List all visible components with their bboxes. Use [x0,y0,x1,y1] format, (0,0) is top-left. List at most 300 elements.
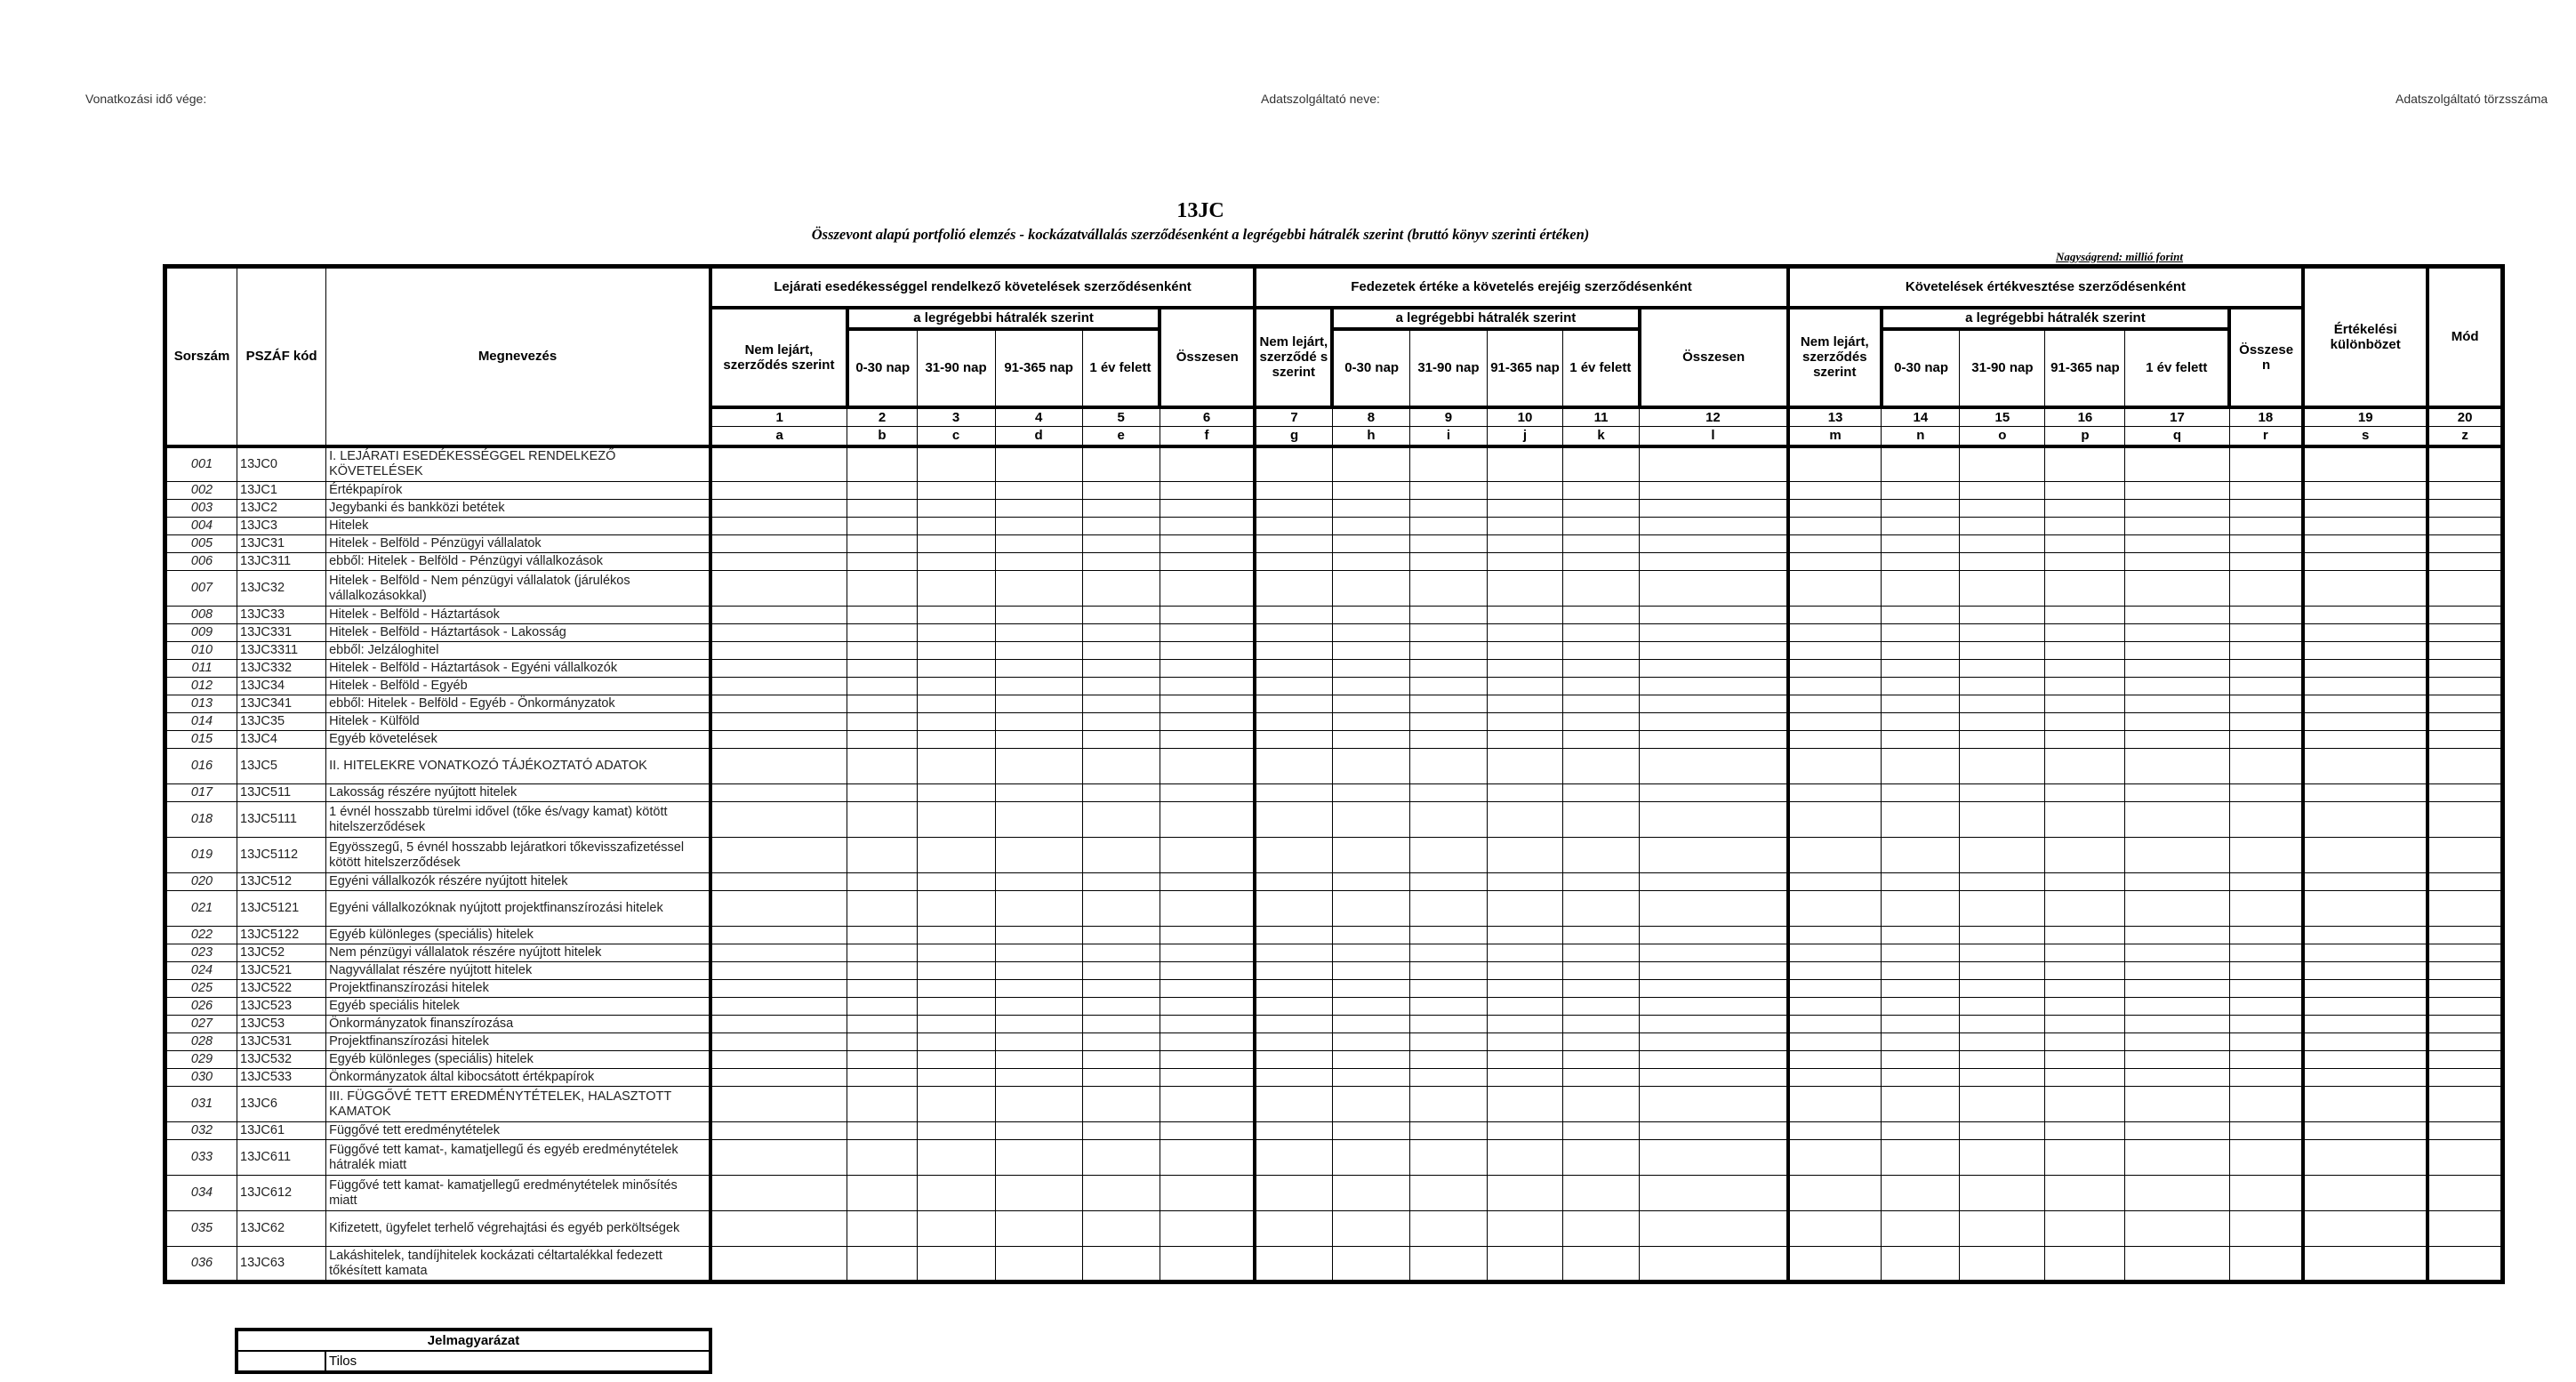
value-cell[interactable] [710,1033,847,1051]
value-cell[interactable] [2125,802,2229,838]
value-cell[interactable] [710,944,847,962]
value-cell[interactable] [1882,535,1960,553]
value-cell[interactable] [1332,1069,1409,1087]
value-cell[interactable] [1255,1016,1332,1033]
value-cell[interactable] [2303,1122,2428,1140]
value-cell[interactable] [1487,518,1562,535]
value-cell[interactable] [1640,1051,1788,1069]
value-cell[interactable] [2045,749,2125,784]
value-cell[interactable] [1960,802,2045,838]
value-cell[interactable] [995,1247,1082,1282]
value-cell[interactable] [847,1087,917,1122]
value-cell[interactable] [1960,1051,2045,1069]
value-cell[interactable] [1160,1016,1255,1033]
value-cell[interactable] [1788,1069,1882,1087]
value-cell[interactable] [1409,784,1487,802]
value-cell[interactable] [2229,731,2303,749]
value-cell[interactable] [1563,1033,1640,1051]
value-cell[interactable] [2045,944,2125,962]
value-cell[interactable] [847,553,917,571]
value-cell[interactable] [2045,873,2125,891]
value-cell[interactable] [1487,980,1562,998]
value-cell[interactable] [1788,802,1882,838]
value-cell[interactable] [917,518,995,535]
value-cell[interactable] [847,571,917,607]
value-cell[interactable] [917,713,995,731]
value-cell[interactable] [1409,891,1487,927]
value-cell[interactable] [1640,1211,1788,1247]
value-cell[interactable] [1563,500,1640,518]
value-cell[interactable] [2125,731,2229,749]
value-cell[interactable] [1640,731,1788,749]
value-cell[interactable] [710,838,847,873]
value-cell[interactable] [1409,1140,1487,1176]
value-cell[interactable] [1409,980,1487,998]
value-cell[interactable] [1640,1016,1788,1033]
value-cell[interactable] [1882,731,1960,749]
value-cell[interactable] [710,731,847,749]
value-cell[interactable] [1332,731,1409,749]
value-cell[interactable] [1487,553,1562,571]
value-cell[interactable] [2229,1211,2303,1247]
value-cell[interactable] [2303,678,2428,695]
value-cell[interactable] [710,518,847,535]
value-cell[interactable] [1409,1211,1487,1247]
value-cell[interactable] [1640,660,1788,678]
value-cell[interactable] [2045,1140,2125,1176]
value-cell[interactable] [2125,607,2229,624]
value-cell[interactable] [2125,624,2229,642]
value-cell[interactable] [995,1140,1082,1176]
value-cell[interactable] [917,980,995,998]
value-cell[interactable] [1563,927,1640,944]
value-cell[interactable] [1409,1069,1487,1087]
value-cell[interactable] [1640,713,1788,731]
value-cell[interactable] [710,678,847,695]
value-cell[interactable] [2303,535,2428,553]
value-cell[interactable] [1640,1033,1788,1051]
value-cell[interactable] [1082,642,1160,660]
value-cell[interactable] [1160,1140,1255,1176]
value-cell[interactable] [710,1211,847,1247]
value-cell[interactable] [995,944,1082,962]
value-cell[interactable] [1255,749,1332,784]
value-cell[interactable] [917,1176,995,1211]
value-cell[interactable] [710,660,847,678]
value-cell[interactable] [1563,482,1640,500]
value-cell[interactable] [1160,446,1255,482]
value-cell[interactable] [1255,624,1332,642]
value-cell[interactable] [2045,1176,2125,1211]
value-cell[interactable] [1788,731,1882,749]
value-cell[interactable] [2428,891,2502,927]
value-cell[interactable] [2303,784,2428,802]
value-cell[interactable] [847,998,917,1016]
value-cell[interactable] [1882,873,1960,891]
value-cell[interactable] [1332,1176,1409,1211]
value-cell[interactable] [995,980,1082,998]
value-cell[interactable] [1640,1122,1788,1140]
value-cell[interactable] [2229,891,2303,927]
value-cell[interactable] [995,482,1082,500]
value-cell[interactable] [2125,891,2229,927]
value-cell[interactable] [1082,802,1160,838]
value-cell[interactable] [847,607,917,624]
value-cell[interactable] [917,944,995,962]
value-cell[interactable] [1255,482,1332,500]
value-cell[interactable] [2125,446,2229,482]
value-cell[interactable] [995,1016,1082,1033]
value-cell[interactable] [2229,1087,2303,1122]
value-cell[interactable] [1082,873,1160,891]
value-cell[interactable] [1409,998,1487,1016]
value-cell[interactable] [2125,678,2229,695]
value-cell[interactable] [1788,927,1882,944]
value-cell[interactable] [847,695,917,713]
value-cell[interactable] [710,873,847,891]
value-cell[interactable] [1960,1122,2045,1140]
value-cell[interactable] [1332,446,1409,482]
value-cell[interactable] [1788,1211,1882,1247]
value-cell[interactable] [1409,944,1487,962]
value-cell[interactable] [1255,553,1332,571]
value-cell[interactable] [2125,1033,2229,1051]
value-cell[interactable] [1082,1247,1160,1282]
value-cell[interactable] [1563,891,1640,927]
value-cell[interactable] [2229,624,2303,642]
value-cell[interactable] [995,873,1082,891]
value-cell[interactable] [995,1087,1082,1122]
value-cell[interactable] [1255,980,1332,998]
value-cell[interactable] [1882,482,1960,500]
value-cell[interactable] [1409,1176,1487,1211]
value-cell[interactable] [917,1016,995,1033]
value-cell[interactable] [1160,1176,1255,1211]
value-cell[interactable] [2428,1051,2502,1069]
value-cell[interactable] [917,660,995,678]
value-cell[interactable] [1960,1033,2045,1051]
value-cell[interactable] [1640,607,1788,624]
value-cell[interactable] [710,446,847,482]
value-cell[interactable] [1160,607,1255,624]
value-cell[interactable] [1487,927,1562,944]
value-cell[interactable] [1082,784,1160,802]
value-cell[interactable] [2428,553,2502,571]
value-cell[interactable] [710,1247,847,1282]
value-cell[interactable] [1255,695,1332,713]
value-cell[interactable] [1487,713,1562,731]
value-cell[interactable] [1563,695,1640,713]
value-cell[interactable] [1332,535,1409,553]
value-cell[interactable] [917,1033,995,1051]
value-cell[interactable] [1640,784,1788,802]
value-cell[interactable] [1788,1087,1882,1122]
value-cell[interactable] [1332,962,1409,980]
value-cell[interactable] [1960,624,2045,642]
value-cell[interactable] [1788,1051,1882,1069]
value-cell[interactable] [1563,1211,1640,1247]
value-cell[interactable] [1487,1122,1562,1140]
value-cell[interactable] [1082,1087,1160,1122]
value-cell[interactable] [2428,980,2502,998]
value-cell[interactable] [2303,998,2428,1016]
value-cell[interactable] [2229,500,2303,518]
value-cell[interactable] [847,1051,917,1069]
value-cell[interactable] [2303,891,2428,927]
value-cell[interactable] [2428,944,2502,962]
value-cell[interactable] [2229,1247,2303,1282]
value-cell[interactable] [1640,695,1788,713]
value-cell[interactable] [1563,713,1640,731]
value-cell[interactable] [995,784,1082,802]
value-cell[interactable] [2303,873,2428,891]
value-cell[interactable] [847,891,917,927]
value-cell[interactable] [2045,1016,2125,1033]
value-cell[interactable] [710,695,847,713]
value-cell[interactable] [995,535,1082,553]
value-cell[interactable] [1255,944,1332,962]
value-cell[interactable] [1332,518,1409,535]
value-cell[interactable] [995,500,1082,518]
value-cell[interactable] [1409,749,1487,784]
value-cell[interactable] [1960,500,2045,518]
value-cell[interactable] [2428,1122,2502,1140]
value-cell[interactable] [710,980,847,998]
value-cell[interactable] [1563,873,1640,891]
value-cell[interactable] [1255,500,1332,518]
value-cell[interactable] [2125,962,2229,980]
value-cell[interactable] [995,1176,1082,1211]
value-cell[interactable] [1255,1087,1332,1122]
value-cell[interactable] [917,446,995,482]
value-cell[interactable] [1788,1122,1882,1140]
value-cell[interactable] [1487,1247,1562,1282]
value-cell[interactable] [1332,1122,1409,1140]
value-cell[interactable] [1563,678,1640,695]
value-cell[interactable] [1255,1033,1332,1051]
value-cell[interactable] [1788,642,1882,660]
value-cell[interactable] [2229,553,2303,571]
value-cell[interactable] [1960,962,2045,980]
value-cell[interactable] [1487,1211,1562,1247]
value-cell[interactable] [847,962,917,980]
value-cell[interactable] [1882,784,1960,802]
value-cell[interactable] [1160,838,1255,873]
value-cell[interactable] [2428,998,2502,1016]
value-cell[interactable] [1960,1087,2045,1122]
value-cell[interactable] [1160,1122,1255,1140]
value-cell[interactable] [917,802,995,838]
value-cell[interactable] [1160,518,1255,535]
value-cell[interactable] [1788,838,1882,873]
value-cell[interactable] [1788,482,1882,500]
value-cell[interactable] [1409,838,1487,873]
value-cell[interactable] [2125,873,2229,891]
value-cell[interactable] [710,962,847,980]
value-cell[interactable] [2229,802,2303,838]
value-cell[interactable] [2045,784,2125,802]
value-cell[interactable] [2303,642,2428,660]
value-cell[interactable] [2428,446,2502,482]
value-cell[interactable] [1082,962,1160,980]
value-cell[interactable] [1882,1069,1960,1087]
value-cell[interactable] [1255,1211,1332,1247]
value-cell[interactable] [2229,944,2303,962]
value-cell[interactable] [2125,518,2229,535]
value-cell[interactable] [2303,1016,2428,1033]
value-cell[interactable] [1960,678,2045,695]
value-cell[interactable] [847,1069,917,1087]
value-cell[interactable] [1640,624,1788,642]
value-cell[interactable] [1255,802,1332,838]
value-cell[interactable] [1563,1069,1640,1087]
value-cell[interactable] [995,998,1082,1016]
value-cell[interactable] [917,553,995,571]
value-cell[interactable] [2428,927,2502,944]
value-cell[interactable] [2125,927,2229,944]
value-cell[interactable] [917,571,995,607]
value-cell[interactable] [710,927,847,944]
value-cell[interactable] [1409,1033,1487,1051]
value-cell[interactable] [2229,1069,2303,1087]
value-cell[interactable] [2045,1122,2125,1140]
value-cell[interactable] [1409,642,1487,660]
value-cell[interactable] [710,802,847,838]
value-cell[interactable] [1487,642,1562,660]
value-cell[interactable] [710,1069,847,1087]
value-cell[interactable] [2428,642,2502,660]
value-cell[interactable] [847,518,917,535]
value-cell[interactable] [2045,482,2125,500]
value-cell[interactable] [1160,624,1255,642]
value-cell[interactable] [1409,500,1487,518]
value-cell[interactable] [2303,1087,2428,1122]
value-cell[interactable] [710,535,847,553]
value-cell[interactable] [1409,1016,1487,1033]
value-cell[interactable] [995,518,1082,535]
value-cell[interactable] [847,1247,917,1282]
value-cell[interactable] [995,553,1082,571]
value-cell[interactable] [2303,571,2428,607]
value-cell[interactable] [1332,1247,1409,1282]
value-cell[interactable] [2229,482,2303,500]
value-cell[interactable] [1332,695,1409,713]
value-cell[interactable] [995,446,1082,482]
value-cell[interactable] [1563,1087,1640,1122]
value-cell[interactable] [2045,838,2125,873]
value-cell[interactable] [847,944,917,962]
value-cell[interactable] [1082,1033,1160,1051]
value-cell[interactable] [2125,1087,2229,1122]
value-cell[interactable] [1255,838,1332,873]
value-cell[interactable] [1563,624,1640,642]
value-cell[interactable] [1409,553,1487,571]
value-cell[interactable] [1255,1140,1332,1176]
value-cell[interactable] [1487,535,1562,553]
value-cell[interactable] [995,642,1082,660]
value-cell[interactable] [2125,1016,2229,1033]
value-cell[interactable] [2303,482,2428,500]
value-cell[interactable] [917,838,995,873]
value-cell[interactable] [1882,695,1960,713]
value-cell[interactable] [1882,962,1960,980]
value-cell[interactable] [1960,980,2045,998]
value-cell[interactable] [917,482,995,500]
value-cell[interactable] [1082,927,1160,944]
value-cell[interactable] [1409,927,1487,944]
value-cell[interactable] [917,1247,995,1282]
value-cell[interactable] [1082,944,1160,962]
value-cell[interactable] [847,802,917,838]
value-cell[interactable] [1640,446,1788,482]
value-cell[interactable] [2428,1033,2502,1051]
value-cell[interactable] [2125,642,2229,660]
value-cell[interactable] [1563,731,1640,749]
value-cell[interactable] [2229,660,2303,678]
value-cell[interactable] [2045,802,2125,838]
value-cell[interactable] [1788,1176,1882,1211]
value-cell[interactable] [2229,695,2303,713]
value-cell[interactable] [847,838,917,873]
value-cell[interactable] [1487,571,1562,607]
value-cell[interactable] [1563,1051,1640,1069]
value-cell[interactable] [1960,944,2045,962]
value-cell[interactable] [1082,713,1160,731]
value-cell[interactable] [2229,1051,2303,1069]
value-cell[interactable] [1082,838,1160,873]
value-cell[interactable] [917,535,995,553]
value-cell[interactable] [1487,446,1562,482]
value-cell[interactable] [2229,678,2303,695]
value-cell[interactable] [2303,731,2428,749]
value-cell[interactable] [1960,695,2045,713]
value-cell[interactable] [1563,607,1640,624]
value-cell[interactable] [1160,660,1255,678]
value-cell[interactable] [2229,962,2303,980]
value-cell[interactable] [995,927,1082,944]
value-cell[interactable] [2125,1051,2229,1069]
value-cell[interactable] [1563,998,1640,1016]
value-cell[interactable] [1640,518,1788,535]
value-cell[interactable] [1255,607,1332,624]
value-cell[interactable] [1160,962,1255,980]
value-cell[interactable] [1788,998,1882,1016]
value-cell[interactable] [1160,1211,1255,1247]
value-cell[interactable] [1640,802,1788,838]
value-cell[interactable] [1082,891,1160,927]
value-cell[interactable] [1332,713,1409,731]
value-cell[interactable] [995,607,1082,624]
value-cell[interactable] [2303,660,2428,678]
value-cell[interactable] [847,1176,917,1211]
value-cell[interactable] [2303,1033,2428,1051]
value-cell[interactable] [2229,927,2303,944]
value-cell[interactable] [1563,1176,1640,1211]
value-cell[interactable] [2428,838,2502,873]
value-cell[interactable] [1640,998,1788,1016]
value-cell[interactable] [2428,1087,2502,1122]
value-cell[interactable] [1640,1140,1788,1176]
value-cell[interactable] [2045,500,2125,518]
value-cell[interactable] [847,873,917,891]
value-cell[interactable] [2125,1122,2229,1140]
value-cell[interactable] [1082,980,1160,998]
value-cell[interactable] [2303,802,2428,838]
value-cell[interactable] [710,1140,847,1176]
value-cell[interactable] [1160,482,1255,500]
value-cell[interactable] [1409,624,1487,642]
value-cell[interactable] [917,1087,995,1122]
